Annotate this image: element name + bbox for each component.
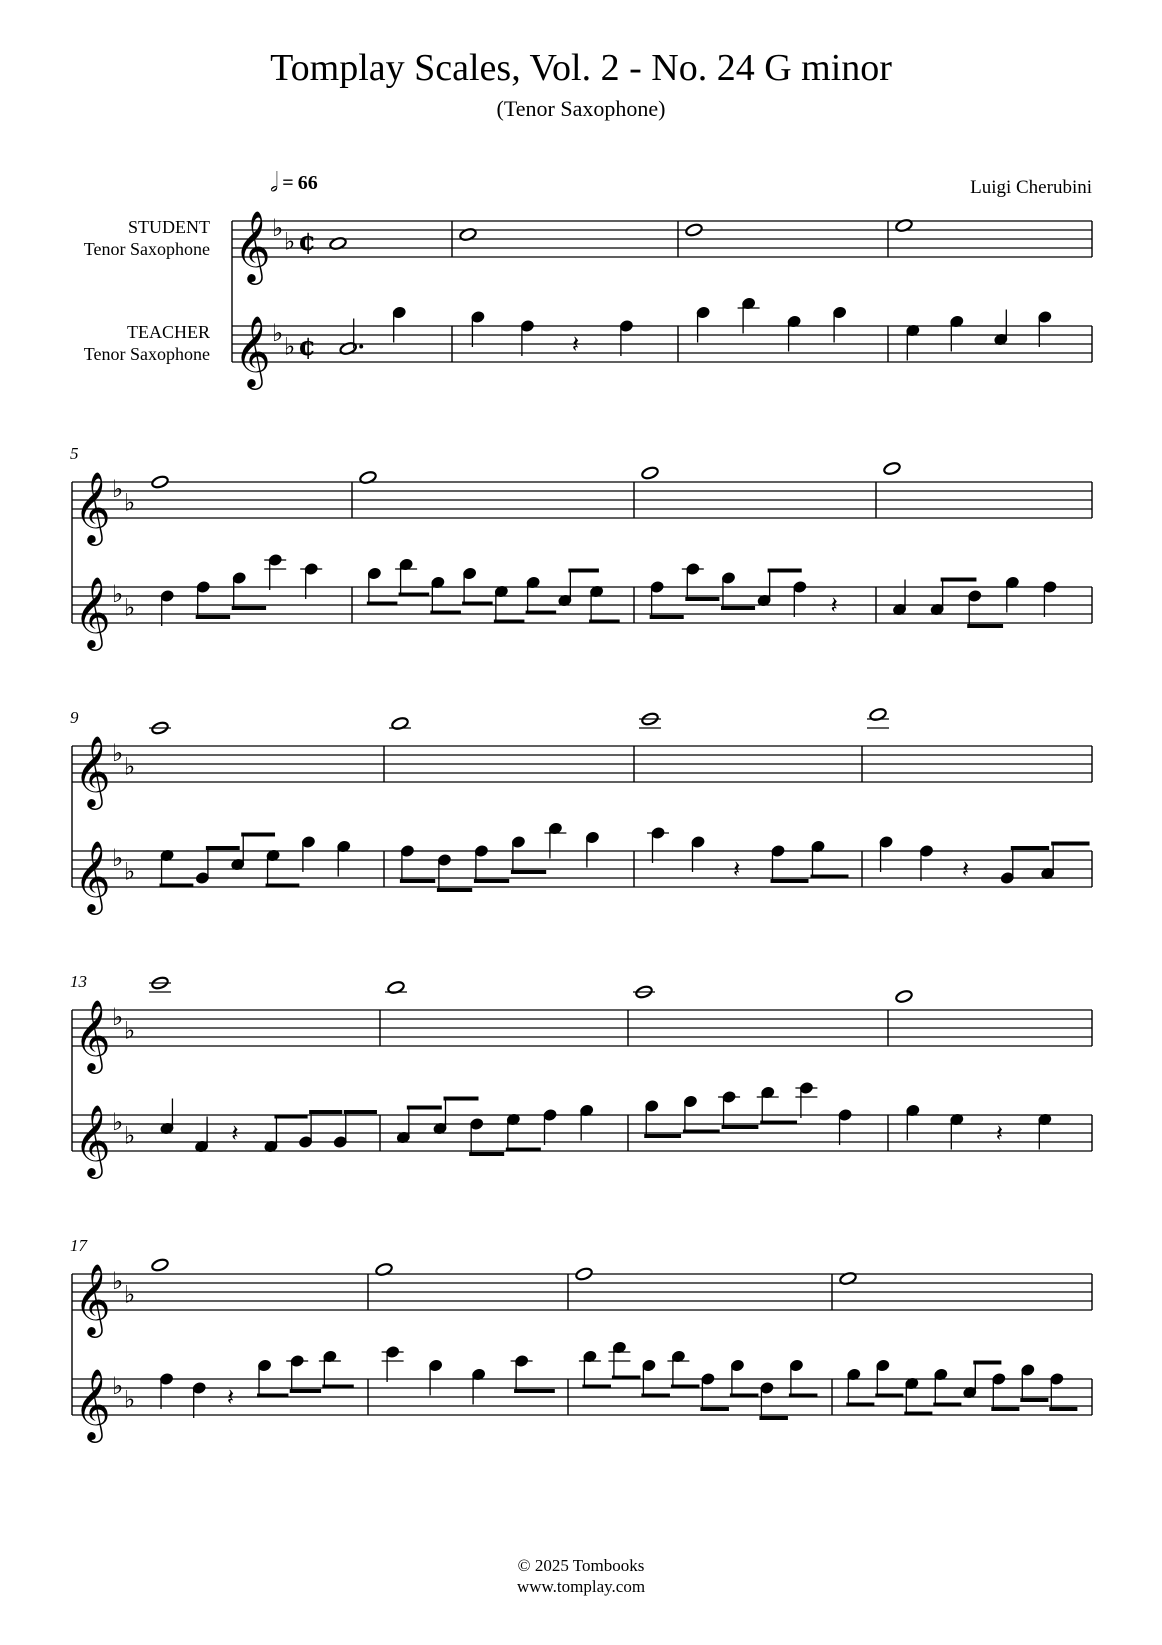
flat-icon: ♭ [124, 1280, 136, 1309]
copyright-text: © 2025 Tombooks [517, 1556, 645, 1575]
flat-icon: ♭ [124, 857, 136, 886]
flat-icon: ♭ [124, 752, 136, 781]
measure-number-17: 17 [70, 1236, 87, 1255]
website-text: www.tomplay.com [516, 1577, 646, 1596]
tempo-value: 66 [297, 172, 318, 194]
whole-note [883, 461, 901, 475]
score-subtitle: (Tenor Saxophone) [496, 96, 666, 121]
flat-icon: ♭ [112, 1108, 124, 1136]
treble-clef-icon: 𝄞 [74, 1103, 111, 1176]
flat-icon: ♭ [124, 1121, 136, 1150]
whole-note [575, 1267, 593, 1281]
flat-icon: ♭ [284, 332, 296, 361]
student-instrument: Tenor Saxophone [83, 239, 210, 259]
flat-icon: ♭ [112, 844, 124, 872]
flat-icon: ♭ [112, 739, 124, 767]
measure-number-9: 9 [70, 708, 79, 727]
quarter-rest-icon: 𝄽 [231, 1119, 239, 1147]
treble-clef-icon: 𝄞 [74, 734, 111, 807]
measure-number-13: 13 [70, 972, 87, 991]
flat-icon: ♭ [112, 1267, 124, 1295]
flat-icon: ♭ [272, 319, 284, 347]
whole-note [685, 223, 703, 237]
flat-icon: ♭ [124, 488, 136, 517]
treble-clef-icon: 𝄞 [74, 839, 111, 912]
augmentation-dot [359, 345, 363, 349]
flat-icon: ♭ [112, 1372, 124, 1400]
flat-icon: ♭ [124, 593, 136, 622]
teacher-role: TEACHER [127, 322, 210, 342]
treble-clef-icon: 𝄞 [74, 1367, 111, 1440]
whole-note [641, 466, 659, 480]
score-title: Tomplay Scales, Vol. 2 - No. 24 G minor [270, 47, 892, 89]
flat-icon: ♭ [284, 227, 296, 256]
half-note-icon: 𝅗𝅥 [270, 168, 279, 197]
quarter-rest-icon: 𝄽 [961, 855, 970, 883]
time-signature: ¢ [298, 227, 317, 257]
student-role: STUDENT [128, 217, 210, 237]
composer-name: Luigi Cherubini [970, 177, 1092, 198]
tempo-equals: = [282, 172, 294, 194]
treble-clef-icon: 𝄞 [234, 314, 271, 387]
quarter-rest-icon: 𝄽 [226, 1383, 235, 1411]
quarter-rest-icon: 𝄽 [571, 330, 580, 358]
flat-icon: ♭ [112, 580, 124, 608]
quarter-rest-icon: 𝄽 [995, 1119, 1004, 1147]
measure-number-5: 5 [70, 444, 79, 463]
teacher-instrument: Tenor Saxophone [83, 344, 210, 364]
treble-clef-icon: 𝄞 [74, 1262, 111, 1335]
whole-note [151, 1258, 169, 1272]
flat-icon: ♭ [124, 1385, 136, 1414]
quarter-rest-icon: 𝄽 [830, 591, 838, 619]
flat-icon: ♭ [112, 475, 124, 503]
whole-note [895, 989, 913, 1003]
treble-clef-icon: 𝄞 [234, 209, 271, 282]
quarter-rest-icon: 𝄽 [733, 855, 741, 883]
flat-icon: ♭ [112, 1003, 124, 1031]
whole-note [151, 475, 169, 489]
treble-clef-icon: 𝄞 [74, 575, 111, 648]
flat-icon: ♭ [272, 214, 284, 242]
treble-clef-icon: 𝄞 [74, 998, 111, 1071]
flat-icon: ♭ [124, 1016, 136, 1045]
treble-clef-icon: 𝄞 [74, 470, 111, 543]
time-signature: ¢ [298, 332, 317, 362]
footer [0, 1555, 1162, 1597]
